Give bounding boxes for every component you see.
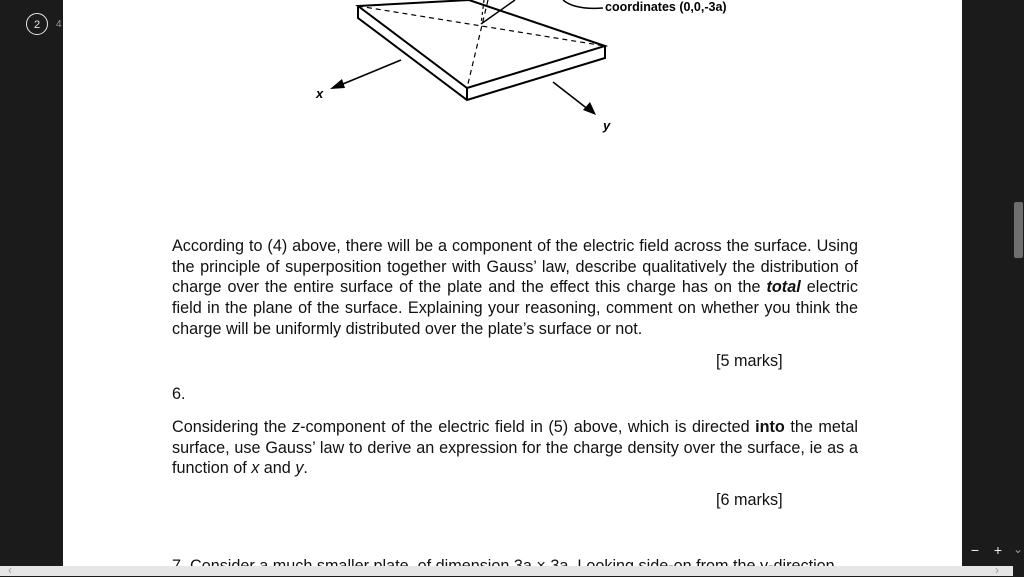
plate-diagram (63, 0, 962, 200)
x-axis-line (338, 60, 401, 86)
question-5-text: According to (4) above, there will be a component of the electric field across the surface. Using the principle of superposition together with Gauss’ law, describe qualitatively the distribution of charge over the entire surface of the plate and the effect this charge has on the total electric field in the plane of the surface. Explaining your reasoning, comment on whether you think the charge will be uniformly distributed over the plate’s surface or not. (172, 237, 858, 338)
chevron-down-icon[interactable]: ⌄ (1013, 542, 1024, 556)
scroll-left-icon[interactable]: ‹ (8, 563, 12, 577)
corner-coordinate-label: coordinates (0,0,-3a) (605, 0, 727, 14)
question-6-text: Considering the z-component of the electric field in (5) above, which is directed into the metal surface, use Gauss’ law to derive an expression for the charge density over the surface, ie as a function of x and y. (172, 418, 858, 478)
y-axis-arrowhead (583, 102, 596, 115)
y-axis-label: y (603, 118, 611, 133)
question-5-marks: [5 marks] (716, 352, 783, 370)
zoom-in-button[interactable]: + (993, 542, 1003, 558)
current-page-indicator[interactable]: 2 (26, 13, 48, 35)
question-6-number: 6. (172, 385, 186, 403)
y-axis-line (553, 82, 589, 110)
label-leader (563, 0, 603, 8)
vertical-scrollbar[interactable] (1013, 0, 1024, 576)
plate-top-face (358, 0, 605, 88)
x-axis-label: x (316, 86, 324, 101)
x-axis-arrowhead (330, 79, 345, 89)
scroll-right-icon[interactable]: › (995, 563, 999, 577)
left-panel (0, 0, 63, 576)
horizontal-scrollbar[interactable] (0, 566, 1013, 576)
document-page (63, 0, 962, 576)
scrollbar-thumb[interactable] (1014, 202, 1023, 258)
zoom-out-button[interactable]: − (970, 542, 980, 558)
question-6-marks: [6 marks] (716, 491, 783, 509)
page-total: 4 (56, 19, 62, 30)
